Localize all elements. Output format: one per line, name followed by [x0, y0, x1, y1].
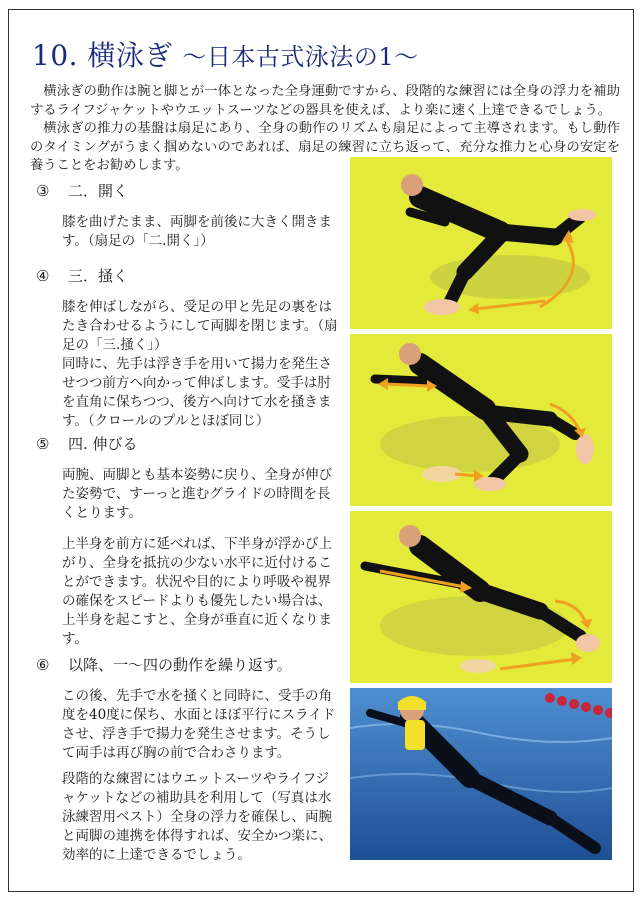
section-paragraph: 膝を伸ばしながら、受足の甲と先足の裏をはたき合わせるようにして両脚を閉じます。（扇足の「三.掻く」） — [62, 299, 338, 353]
section-paragraph: 段階的な練習にはウエットスーツやライフジャケットなどの補助具を利用して（写真は水泳練習用ベスト）全身の浮力を確保し、両腕と両脚の連携を体得すれば、安全かつ楽に、効率的に上達できるでしょう。 — [62, 771, 332, 863]
section-number: ⑤ — [36, 435, 50, 453]
section-paragraph: 上半身を前方に延べれば、下半身が浮かび上がり、全身を抵抗の少ない水平に近付けることができます。状況や目的により呼吸や視界の確保をスピードよりも優先したい場合は、上半身を起こすと、全身が垂直に近くなります。 — [62, 536, 332, 647]
section-heading-open — [36, 180, 128, 201]
figure-open-legs — [350, 157, 612, 329]
section-text-repeat-1 — [62, 687, 340, 763]
section-number: ④ — [36, 267, 50, 285]
section-text-glide-1 — [62, 466, 340, 523]
title-subtitle: 〜日本古式泳法の1〜 — [182, 43, 419, 71]
section-title: 四. 伸びる — [68, 435, 138, 453]
section-title: 三．掻く — [68, 267, 129, 285]
figure-glide — [350, 511, 612, 683]
section-text-scull — [62, 298, 340, 431]
section-number: ⑥ — [36, 656, 50, 674]
section-paragraph: 同時に、先手は浮き手を用いて揚力を発生させつつ前方へ向かって伸ばします。受手は肘を直角に保ちつつ、後方へ向けて水を掻きます。（クロールのプルとほぼ同じ） — [62, 356, 332, 429]
section-text-open — [62, 213, 340, 251]
figure-pool-photo — [350, 688, 612, 860]
section-text-glide-2 — [62, 535, 340, 649]
intro-paragraph: 横泳ぎの動作は腕と脚とが一体となった全身運動ですから、段階的な練習には全身の浮力を補助するライフジャケットやウエットスーツなどの器具を使えば、より楽に速く上達できるでしょう。 — [30, 84, 620, 118]
section-title: 以降、一〜四の動作を繰り返す。 — [68, 656, 292, 674]
section-paragraph: この後、先手で水を掻くと同時に、受手の角度を40度に保ち、水面とほぼ平行にスライドさせ、浮き手で揚力を発生させます。そうして両手は再び胸の前で合わさります。 — [62, 688, 336, 761]
figure-scull — [350, 334, 612, 506]
section-heading-glide — [36, 433, 138, 454]
title-main: 10. 横泳ぎ — [32, 39, 173, 72]
section-paragraph: 膝を曲げたまま、両脚を前後に大きく開きます。（扇足の「二.開く」） — [62, 214, 332, 249]
section-heading-repeat — [36, 654, 292, 675]
intro-paragraph: 横泳ぎの推力の基盤は扇足にあり、全身の動作のリズムも扇足によって主導されます。もし動作のタイミングがうまく掴めないのであれば、扇足の練習に立ち返って、充分な推力と心身の安定を養うことをお勧めします。 — [30, 121, 620, 173]
section-heading-scull — [36, 265, 128, 286]
section-number: ③ — [36, 182, 50, 200]
section-paragraph: 両腕、両脚とも基本姿勢に戻り、全身が伸びた姿勢で、すーっと進むグライドの時間を長くとります。 — [62, 467, 332, 521]
section-title: 二．開く — [68, 182, 129, 200]
section-text-repeat-2 — [62, 770, 340, 865]
page-title — [32, 34, 419, 74]
